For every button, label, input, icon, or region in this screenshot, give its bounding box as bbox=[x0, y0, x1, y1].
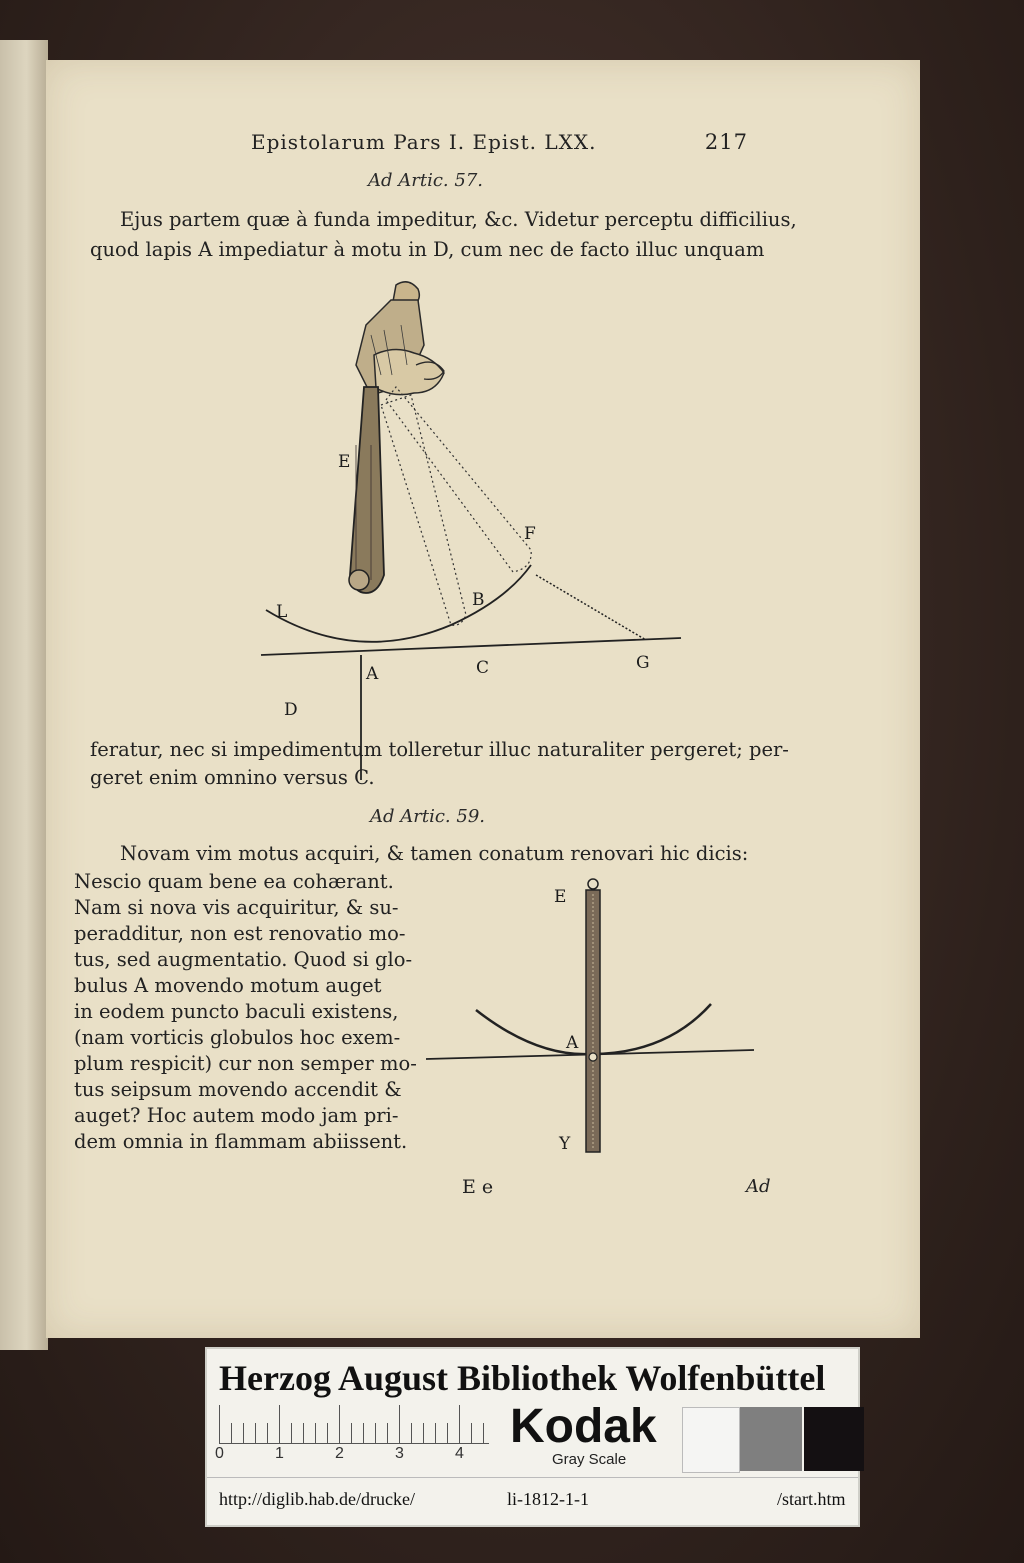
shelfmark: li-1812-1-1 bbox=[507, 1489, 589, 1509]
section-heading-59: Ad Artic. 59. bbox=[370, 806, 485, 827]
hand-illustration bbox=[356, 282, 444, 395]
label-a: A bbox=[566, 1033, 579, 1053]
ruler-number: 4 bbox=[455, 1445, 464, 1462]
ruler-number: 1 bbox=[275, 1445, 284, 1462]
text-line: bulus A movendo motum auget bbox=[74, 974, 382, 997]
start-page: /start.htm bbox=[777, 1489, 846, 1509]
rod-top-ring bbox=[588, 879, 598, 889]
text-line: (nam vorticis globulos hoc exem- bbox=[74, 1026, 401, 1049]
digital-library-url: http://diglib.hab.de/drucke/ bbox=[219, 1489, 415, 1509]
label-g: G bbox=[636, 653, 650, 673]
text-line: quod lapis A impediatur à motu in D, cum nec de facto illuc unquam bbox=[90, 238, 765, 261]
label-l: L bbox=[276, 602, 288, 622]
arc-l-f bbox=[266, 565, 531, 642]
signature-mark: E e bbox=[462, 1176, 494, 1198]
kodak-logo: Kodak bbox=[510, 1400, 657, 1453]
text-line: peradditur, non est renovatio mo- bbox=[74, 922, 406, 945]
text-line: tus, sed augmentatio. Quod si glo- bbox=[74, 948, 413, 971]
text-line: plum respicit) cur non semper mo- bbox=[74, 1052, 417, 1075]
label-f: F bbox=[524, 524, 536, 544]
text-line: auget? Hoc autem modo jam pri- bbox=[74, 1104, 399, 1127]
book-page bbox=[46, 60, 920, 1338]
facing-page-edge bbox=[0, 40, 48, 1350]
sling-pouch-b bbox=[381, 395, 466, 625]
text-line: dem omnia in flammam abiissent. bbox=[74, 1130, 408, 1153]
label-e: E bbox=[338, 452, 351, 472]
catchword: Ad bbox=[746, 1176, 771, 1197]
label-c: C bbox=[476, 658, 490, 678]
label-a: A bbox=[366, 664, 379, 684]
library-color-card bbox=[205, 1347, 860, 1527]
globule-a bbox=[589, 1053, 597, 1061]
rod-figure bbox=[426, 872, 756, 1157]
text-line: Nam si nova vis acquiritur, & su- bbox=[74, 896, 399, 919]
running-title: Epistolarum Pars I. Epist. LXX. bbox=[251, 130, 597, 154]
gray-scale-label: Gray Scale bbox=[552, 1451, 627, 1468]
text-line: tus seipsum movendo accendit & bbox=[74, 1078, 402, 1101]
page-number: 217 bbox=[704, 130, 748, 154]
gray-swatch-black bbox=[804, 1407, 864, 1471]
text-line: Ejus partem quæ à funda impeditur, &c. Videtur perceptu difficilius, bbox=[120, 208, 797, 231]
tangent-f-g bbox=[536, 575, 646, 640]
ruler-number: 0 bbox=[215, 1445, 224, 1462]
label-y: Y bbox=[559, 1134, 571, 1154]
rod bbox=[586, 890, 600, 1152]
tangent-line bbox=[261, 638, 681, 655]
ruler-number: 2 bbox=[335, 1445, 344, 1462]
library-name: Herzog August Bibliothek Wolfenbüttel bbox=[219, 1358, 826, 1398]
text-line: in eodem puncto baculi existens, bbox=[74, 1000, 399, 1023]
gray-swatch-mid bbox=[740, 1407, 802, 1471]
text-line: Novam vim motus acquiri, & tamen conatum renovari hic dicis: bbox=[120, 842, 749, 865]
scale-ruler bbox=[219, 1405, 489, 1445]
sling-pouch-f bbox=[386, 387, 531, 572]
label-b: B bbox=[472, 590, 485, 610]
ruler-number: 3 bbox=[395, 1445, 404, 1462]
sling-pouch-a bbox=[350, 387, 384, 593]
section-heading-57: Ad Artic. 57. bbox=[368, 170, 483, 191]
text-line: Nescio quam bene ea cohærant. bbox=[74, 870, 394, 893]
running-header bbox=[251, 130, 748, 154]
label-d: D bbox=[284, 700, 298, 720]
stone-a bbox=[349, 570, 369, 590]
text-line: feratur, nec si impedimentum tolleretur illuc naturaliter pergeret; per- bbox=[90, 738, 789, 761]
gray-swatch-white bbox=[682, 1407, 740, 1473]
sling-figure bbox=[206, 275, 650, 725]
label-e: E bbox=[554, 887, 567, 907]
text-line: geret enim omnino versus C. bbox=[90, 766, 375, 789]
